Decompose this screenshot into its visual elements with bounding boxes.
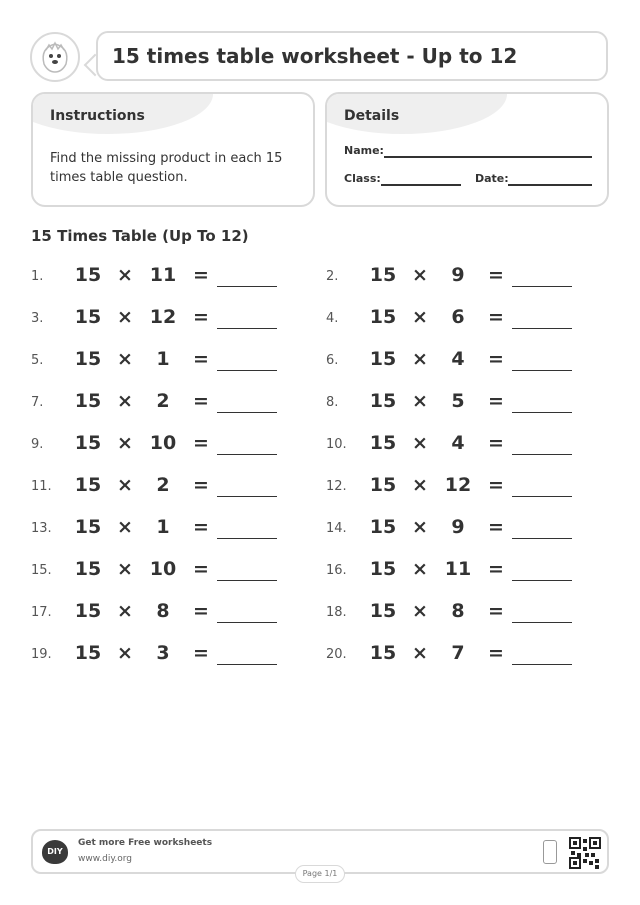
multiplier: 3 — [156, 642, 170, 664]
multiplicand: 15 — [74, 306, 102, 328]
multiplier: 11 — [444, 558, 472, 580]
question-number: 15. — [31, 563, 52, 578]
multiplier: 1 — [156, 348, 170, 370]
multiplicand: 15 — [369, 516, 397, 538]
answer-blank[interactable] — [512, 286, 572, 287]
equals-sign: = — [488, 348, 504, 370]
question-number: 3. — [31, 311, 44, 326]
times-sign: × — [412, 516, 428, 538]
multiplier: 4 — [451, 348, 465, 370]
multiplier: 10 — [149, 558, 177, 580]
equals-sign: = — [488, 390, 504, 412]
question-number: 12. — [326, 479, 347, 494]
page-indicator: Page 1/1 — [295, 865, 345, 883]
times-sign: × — [117, 558, 133, 580]
answer-blank[interactable] — [217, 370, 277, 371]
question-number: 5. — [31, 353, 44, 368]
footer-link[interactable]: www.diy.org — [78, 854, 132, 864]
mascot-avatar-icon — [30, 32, 80, 82]
question-number: 8. — [326, 395, 339, 410]
multiplicand: 15 — [369, 642, 397, 664]
equals-sign: = — [488, 306, 504, 328]
section-title: 15 Times Table (Up To 12) — [31, 227, 249, 245]
multiplicand: 15 — [369, 558, 397, 580]
equals-sign: = — [488, 600, 504, 622]
multiplier: 10 — [149, 432, 177, 454]
equals-sign: = — [488, 264, 504, 286]
times-sign: × — [117, 516, 133, 538]
times-sign: × — [117, 306, 133, 328]
question-number: 2. — [326, 269, 339, 284]
multiplicand: 15 — [74, 432, 102, 454]
times-sign: × — [412, 348, 428, 370]
answer-blank[interactable] — [512, 538, 572, 539]
equals-sign: = — [193, 348, 209, 370]
multiplier: 5 — [451, 390, 465, 412]
multiplicand: 15 — [74, 558, 102, 580]
details-heading: Details — [344, 108, 400, 124]
question-number: 11. — [31, 479, 52, 494]
title-bubble — [96, 31, 608, 81]
times-sign: × — [117, 264, 133, 286]
footer-promo-text: Get more Free worksheets — [78, 838, 213, 848]
times-sign: × — [412, 600, 428, 622]
instructions-text: Find the missing product in each 15 times table question. — [50, 151, 283, 185]
question-number: 18. — [326, 605, 347, 620]
multiplicand: 15 — [369, 306, 397, 328]
question-number: 7. — [31, 395, 44, 410]
answer-blank[interactable] — [217, 664, 277, 665]
multiplicand: 15 — [74, 474, 102, 496]
page-title: 15 times table worksheet - Up to 12 — [112, 44, 518, 68]
class-label: Class: — [344, 172, 381, 185]
details-card — [325, 92, 609, 207]
instructions-heading: Instructions — [50, 108, 145, 124]
answer-blank[interactable] — [217, 454, 277, 455]
equals-sign: = — [193, 600, 209, 622]
question-number: 14. — [326, 521, 347, 536]
multiplicand: 15 — [74, 600, 102, 622]
multiplicand: 15 — [369, 600, 397, 622]
equals-sign: = — [488, 516, 504, 538]
answer-blank[interactable] — [512, 496, 572, 497]
answer-blank[interactable] — [217, 412, 277, 413]
times-sign: × — [117, 348, 133, 370]
equals-sign: = — [193, 642, 209, 664]
equals-sign: = — [488, 432, 504, 454]
multiplier: 2 — [156, 474, 170, 496]
multiplicand: 15 — [369, 474, 397, 496]
multiplier: 2 — [156, 390, 170, 412]
equals-sign: = — [488, 558, 504, 580]
name-label: Name: — [344, 144, 384, 157]
times-sign: × — [412, 306, 428, 328]
equals-sign: = — [488, 642, 504, 664]
equals-sign: = — [193, 558, 209, 580]
multiplier: 8 — [451, 600, 465, 622]
question-number: 4. — [326, 311, 339, 326]
times-sign: × — [412, 474, 428, 496]
multiplier: 4 — [451, 432, 465, 454]
answer-blank[interactable] — [512, 328, 572, 329]
multiplier: 9 — [451, 264, 465, 286]
answer-blank[interactable] — [512, 580, 572, 581]
multiplicand: 15 — [369, 390, 397, 412]
equals-sign: = — [193, 432, 209, 454]
answer-blank[interactable] — [217, 538, 277, 539]
multiplicand: 15 — [74, 348, 102, 370]
question-number: 16. — [326, 563, 347, 578]
multiplicand: 15 — [369, 264, 397, 286]
qr-code-icon — [569, 837, 601, 869]
question-number: 9. — [31, 437, 44, 452]
equals-sign: = — [193, 306, 209, 328]
question-number: 17. — [31, 605, 52, 620]
multiplier: 8 — [156, 600, 170, 622]
multiplicand: 15 — [74, 264, 102, 286]
answer-blank[interactable] — [217, 286, 277, 287]
equals-sign: = — [193, 390, 209, 412]
date-label: Date: — [475, 172, 509, 185]
answer-blank[interactable] — [512, 454, 572, 455]
times-sign: × — [117, 642, 133, 664]
answer-blank[interactable] — [217, 496, 277, 497]
times-sign: × — [117, 600, 133, 622]
date-field[interactable] — [508, 184, 592, 186]
answer-blank[interactable] — [512, 664, 572, 665]
equals-sign: = — [193, 264, 209, 286]
multiplier: 12 — [149, 306, 177, 328]
multiplicand: 15 — [369, 348, 397, 370]
question-number: 6. — [326, 353, 339, 368]
multiplier: 12 — [444, 474, 472, 496]
multiplier: 1 — [156, 516, 170, 538]
question-number: 19. — [31, 647, 52, 662]
multiplier: 9 — [451, 516, 465, 538]
question-number: 20. — [326, 647, 347, 662]
times-sign: × — [412, 390, 428, 412]
multiplier: 6 — [451, 306, 465, 328]
times-sign: × — [117, 432, 133, 454]
multiplicand: 15 — [74, 516, 102, 538]
multiplier: 11 — [149, 264, 177, 286]
question-number: 13. — [31, 521, 52, 536]
multiplier: 7 — [451, 642, 465, 664]
multiplicand: 15 — [74, 390, 102, 412]
question-number: 10. — [326, 437, 347, 452]
times-sign: × — [412, 558, 428, 580]
multiplicand: 15 — [74, 642, 102, 664]
equals-sign: = — [488, 474, 504, 496]
times-sign: × — [412, 432, 428, 454]
times-sign: × — [412, 264, 428, 286]
equals-sign: = — [193, 516, 209, 538]
class-field[interactable] — [381, 184, 461, 186]
name-field[interactable] — [384, 156, 592, 158]
times-sign: × — [117, 390, 133, 412]
answer-blank[interactable] — [217, 580, 277, 581]
answer-blank[interactable] — [217, 622, 277, 623]
equals-sign: = — [193, 474, 209, 496]
answer-blank[interactable] — [512, 370, 572, 371]
answer-blank[interactable] — [217, 328, 277, 329]
times-sign: × — [412, 642, 428, 664]
question-number: 1. — [31, 269, 44, 284]
multiplicand: 15 — [369, 432, 397, 454]
phone-icon — [543, 840, 557, 864]
answer-blank[interactable] — [512, 412, 572, 413]
times-sign: × — [117, 474, 133, 496]
answer-blank[interactable] — [512, 622, 572, 623]
logo-text: DIY — [47, 847, 63, 856]
instructions-card — [31, 92, 315, 207]
diy-logo-icon[interactable] — [42, 840, 68, 864]
